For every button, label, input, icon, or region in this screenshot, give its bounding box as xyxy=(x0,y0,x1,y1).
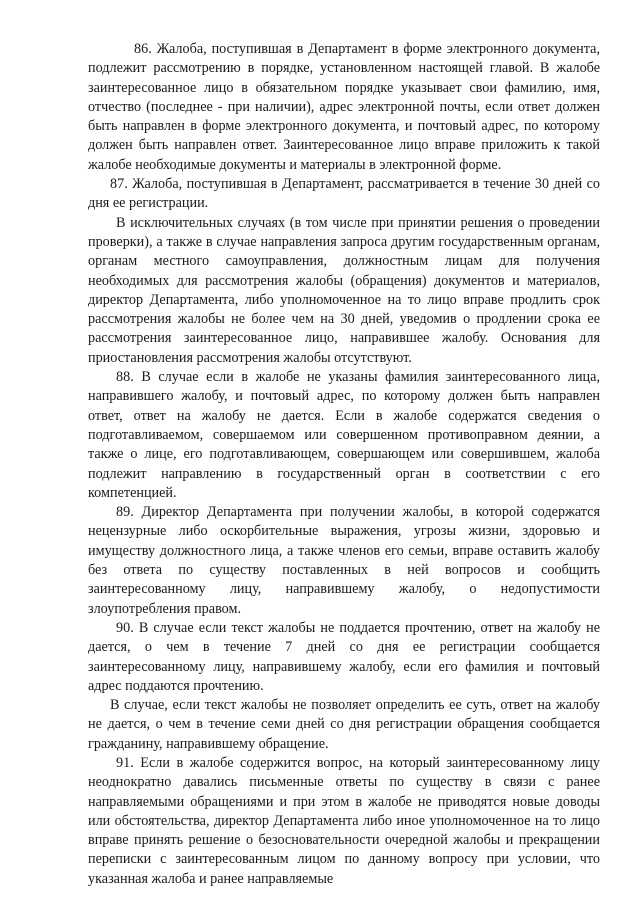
paragraph-90-continuation: В случае, если текст жалобы не позволяет определить ее суть, ответ на жалобу не дается, о чем в течение семи дней со дня регистрации обращения сообщается гражданину, направившему обращение. xyxy=(88,697,600,752)
paragraph-87-continuation: В исключительных случаях (в том числе при принятии решения о проведении проверки), а также в случае направления запроса другим государственным органам, органам местного самоуправления, должностным лицам для получения необходимых для рассмотрения жалобы (обращения) документов и материалов, директор Департамента, либо уполномоченное на то лицо вправе продлить срок рассмотрения жалобы не более чем на 30 дней, уведомив о продлении срока ее рассмотрения заинтересованное лицо, направившее жалобу. Основания для приостановления рассмотрения жалобы отсутствуют. xyxy=(88,214,600,366)
paragraph-89: 89. Директор Департамента при получении жалобы, в которой содержатся нецензурные либо оскорбительные выражения, угрозы жизни, здоровью и имуществу должностного лица, а также членов его семьи, вправе оставить жалобу без ответа по существу поставленных в ней вопросов и сообщить заинтересованному лицу, направившему жалобу, о недопустимости злоупотребления правом. xyxy=(88,504,600,617)
paragraph-86: 86. Жалоба, поступившая в Департамент в форме электронного документа, подлежит рассмотрению в порядке, установленном настоящей главой. В жалобе заинтересованное лицо в обязательном порядке указывает свои фамилию, имя, отчество (последнее - при наличии), адрес электронной почты, если ответ должен быть направлен в форме электронного документа, и почтовый адрес, по которому должен быть направлен ответ. Заинтересованное лицо вправе приложить к такой жалобе необходимые документы и материалы в электронной форме. xyxy=(88,41,600,173)
paragraph-91: 91. Если в жалобе содержится вопрос, на который заинтересованному лицу неоднократно давались письменные ответы по существу в связи с ранее направляемыми обращениями и при этом в жалобе не приводятся новые доводы или обстоятельства, директор Департамента либо иное уполномоченное на то лицо вправе принять решение о безосновательности очередной жалобы и прекращении переписки с заинтересованным лицом по данному вопросу при условии, что указанная жалоба и ранее направляемые xyxy=(88,754,600,887)
paragraph-87: 87. Жалоба, поступившая в Департамент, рассматривается в течение 30 дней со дня ее регистрации. xyxy=(88,176,600,212)
document-body xyxy=(88,40,600,889)
paragraph-88: 88. В случае если в жалобе не указаны фамилия заинтересованного лица, направившего жалобу, и почтовый адрес, по которому должен быть направлен ответ, ответ на жалобу не дается. Если в жалобе содержатся сведения о подготавливаемом, совершаемом или совершенном противоправном деянии, а также о лице, его подготавливающем, совершающем или совершившем, жалоба подлежит направлению в государственный орган в соответствии с его компетенцией. xyxy=(88,369,600,501)
paragraph-90: 90. В случае если текст жалобы не поддается прочтению, ответ на жалобу не дается, о чем в течение 7 дней со дня ее регистрации сообщается заинтересованному лицу, направившему жалобу, если его фамилия и почтовый адрес поддаются прочтению. xyxy=(88,619,600,694)
